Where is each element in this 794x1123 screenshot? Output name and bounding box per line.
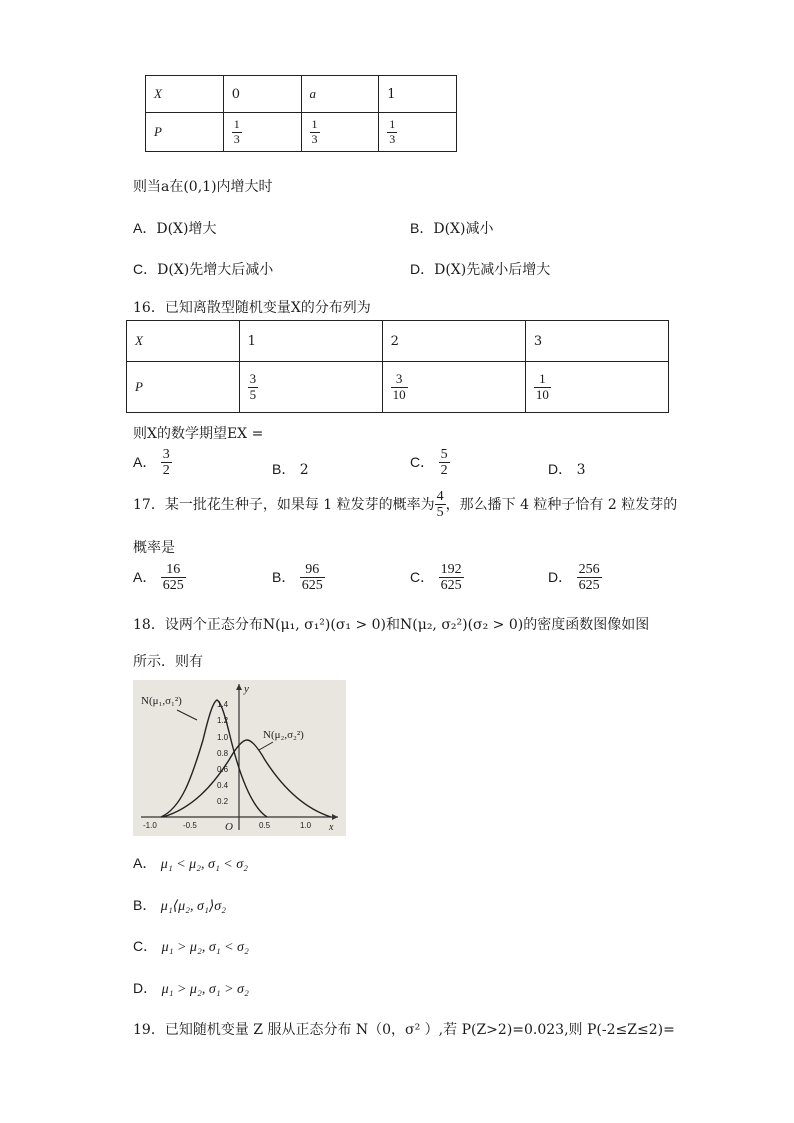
curve-1-pointer xyxy=(177,710,197,720)
y-tick-label: 0.4 xyxy=(217,781,229,790)
table-cell: $\frac{1}{3}$ xyxy=(301,113,379,152)
option-a[interactable]: A． μ₁ < μ₂, σ₁ < σ₂ xyxy=(133,855,249,872)
question-stem-line2: 所示．则有 xyxy=(133,654,203,670)
table-cell: 3 xyxy=(525,321,668,362)
option-a[interactable]: A． $\frac{16}{625}$ xyxy=(133,562,184,594)
question-text: 则X的数学期望EX = xyxy=(133,426,264,442)
x-axis-arrow xyxy=(332,814,338,820)
table-cell: 1 xyxy=(239,321,382,362)
option-d[interactable]: D． 3 xyxy=(548,461,586,478)
question-stem: 19．已知随机变量 Z 服从正态分布 N（0，σ² ）,若 P(Z>2)=0.023,则 P(-2≤Z≤2)= xyxy=(133,1022,675,1038)
table-cell: 1 xyxy=(379,76,457,113)
option-a[interactable]: A． $\frac{3}{2}$ xyxy=(133,447,170,479)
table-cell: $\frac{3}{10}$ xyxy=(382,362,525,413)
y-tick-label: 1.4 xyxy=(217,700,229,709)
table-cell: P xyxy=(127,362,240,413)
y-tick-label: 0.6 xyxy=(217,765,229,774)
table-cell: 0 xyxy=(223,76,301,113)
option-c[interactable]: C． μ₁ > μ₂, σ₁ < σ₂ xyxy=(133,938,249,955)
curve-1 xyxy=(161,700,267,817)
option-c[interactable]: C． $\frac{5}{2}$ xyxy=(410,447,448,479)
option-d[interactable]: D．D(X)先减小后增大 xyxy=(410,261,551,278)
distribution-table-q16 xyxy=(126,320,669,413)
table-cell: X xyxy=(127,321,240,362)
option-b[interactable]: B．D(X)减小 xyxy=(410,220,494,237)
y-tick-label: 1.2 xyxy=(217,716,229,725)
option-d[interactable]: D． μ₁ > μ₂, σ₁ > σ₂ xyxy=(133,980,249,997)
curve-2-label: N(μ₂,σ₂²) xyxy=(263,729,304,741)
option-b[interactable]: B． μ₁⟨μ₂, σ₁⟩σ₂ xyxy=(133,897,227,914)
table-cell: $\frac{1}{3}$ xyxy=(223,113,301,152)
x-tick-label: -0.5 xyxy=(183,821,197,830)
question-stem: 16．已知离散型随机变量X的分布列为 xyxy=(133,300,371,316)
question-stem-line2: 概率是 xyxy=(133,540,175,556)
option-a[interactable]: A．D(X)增大 xyxy=(133,220,217,237)
option-b[interactable]: B． $\frac{96}{625}$ xyxy=(272,562,323,594)
table-cell: 2 xyxy=(382,321,525,362)
distribution-table-q15 xyxy=(145,75,457,152)
x-axis-label: x xyxy=(329,822,334,833)
option-c[interactable]: C．D(X)先增大后减小 xyxy=(133,261,274,278)
x-tick-label: 1.0 xyxy=(300,821,312,830)
y-tick-label: 1.0 xyxy=(217,733,229,742)
curve-2 xyxy=(163,740,331,817)
density-graph xyxy=(133,680,346,836)
x-tick-label: -1.0 xyxy=(143,821,157,830)
table-cell: X xyxy=(146,76,224,113)
question-stem: 则当a在(0,1)内增大时 xyxy=(133,179,273,195)
table-cell: P xyxy=(146,113,224,152)
question-stem: 18．设两个正态分布N(μ₁, σ₁²)(σ₁ > 0)和N(μ₂, σ₂²)(σ₂ > 0)的密度函数图像如图 xyxy=(133,617,650,633)
table-cell: $\frac{1}{10}$ xyxy=(525,362,668,413)
table-cell: $\frac{3}{5}$ xyxy=(239,362,382,413)
y-tick-label: 0.8 xyxy=(217,749,229,758)
normal-density-figure xyxy=(133,680,346,836)
option-d[interactable]: D． $\frac{256}{625}$ xyxy=(548,562,600,594)
y-axis-arrow xyxy=(236,684,242,690)
option-c[interactable]: C． $\frac{192}{625}$ xyxy=(410,562,462,594)
option-b[interactable]: B． 2 xyxy=(272,461,309,478)
x-tick-label: 0.5 xyxy=(259,821,271,830)
table-cell: $\frac{1}{3}$ xyxy=(379,113,457,152)
origin-label: O xyxy=(225,821,233,833)
question-stem: 17．某一批花生种子，如果每 1 粒发芽的概率为 $\frac{4}{5}$ ，那么播下 4 粒种子恰有 2 粒发芽的 xyxy=(133,489,678,521)
y-axis-label: y xyxy=(244,683,249,695)
curve-2-pointer xyxy=(259,742,273,750)
curve-1-label: N(μ₁,σ₁²) xyxy=(141,695,182,707)
table-cell: a xyxy=(301,76,379,113)
y-tick-label: 0.2 xyxy=(217,797,229,806)
